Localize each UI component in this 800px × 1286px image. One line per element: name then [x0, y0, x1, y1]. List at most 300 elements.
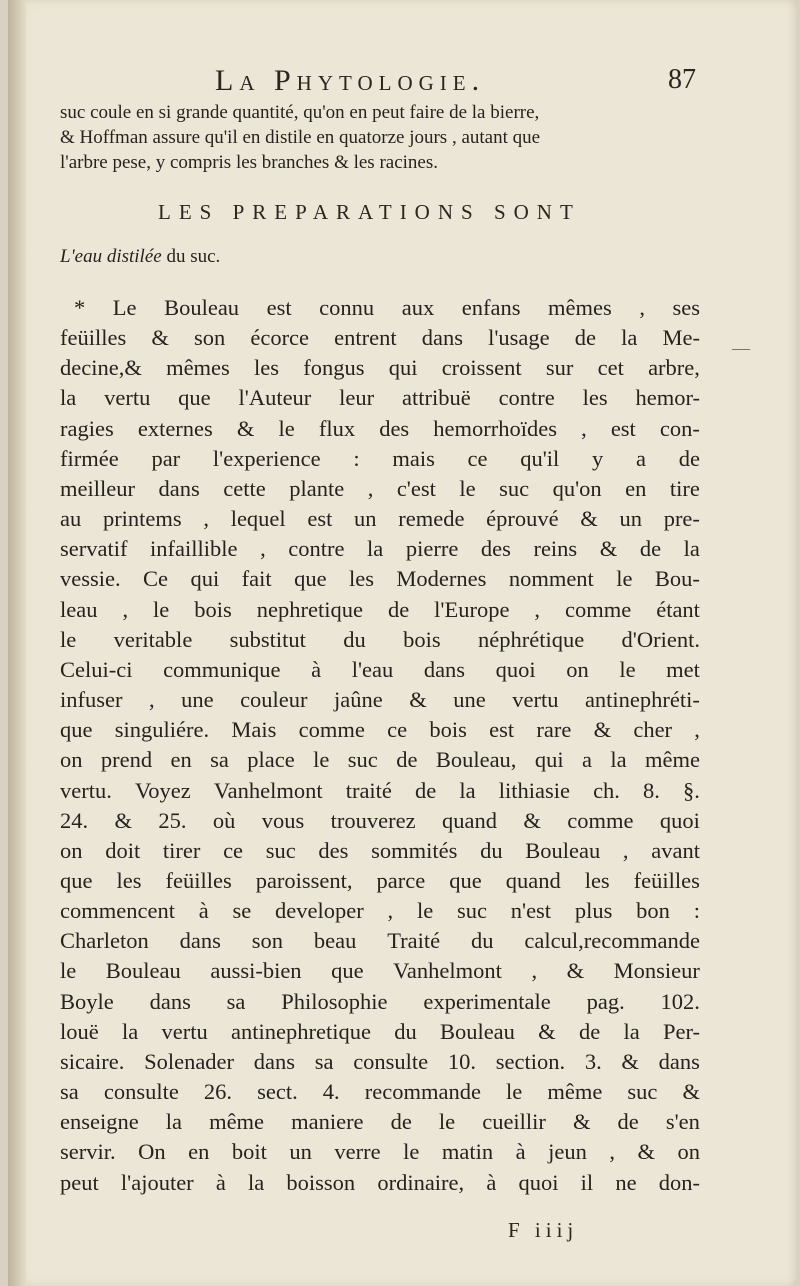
word: :	[693, 898, 700, 924]
page-header	[0, 64, 800, 104]
word: l'Europe	[434, 596, 510, 622]
word: met	[666, 656, 700, 682]
word: les	[116, 867, 142, 893]
word: à	[486, 1169, 497, 1195]
word: prend	[100, 747, 153, 773]
word: jeun	[548, 1139, 587, 1165]
text-line	[60, 926, 700, 956]
preparation-item	[60, 246, 220, 268]
word: qui	[534, 747, 564, 773]
word: ,	[122, 596, 129, 622]
word: l'usage	[488, 325, 550, 351]
text-line	[60, 896, 700, 926]
word: du	[471, 928, 494, 954]
word: Bouleau	[164, 295, 240, 320]
word: en	[170, 747, 192, 773]
running-title: La Phytologie.	[215, 64, 486, 97]
word: à	[215, 1169, 226, 1195]
word: matin	[441, 1139, 494, 1165]
word: éprouvé	[486, 506, 559, 532]
word: croissent	[441, 355, 522, 381]
word: paroissent,	[255, 867, 353, 893]
word: tire	[669, 475, 700, 501]
word: suc	[347, 747, 378, 773]
text-line	[60, 1107, 700, 1137]
text-line	[60, 564, 700, 594]
word: &	[523, 807, 541, 833]
word: cette	[223, 475, 266, 501]
word: recommande	[364, 1079, 481, 1105]
word: &	[151, 325, 169, 351]
word: On	[138, 1139, 166, 1165]
word: les	[348, 566, 374, 592]
word: 102.	[660, 988, 700, 1014]
word: section.	[495, 1048, 566, 1074]
word: suc	[499, 475, 530, 501]
word: y	[592, 445, 604, 471]
word: experimentale	[423, 988, 551, 1014]
word: externes	[137, 415, 213, 441]
word: lithiasie	[498, 777, 570, 803]
word: contre	[288, 536, 345, 562]
text-line	[60, 534, 700, 564]
word: qui	[190, 566, 220, 592]
word: de	[387, 596, 410, 622]
word: Bouleau	[105, 958, 181, 984]
word: meilleur	[60, 475, 135, 501]
word: rare	[536, 717, 572, 743]
word: un	[354, 506, 377, 532]
word: l'experience	[212, 445, 321, 471]
word: place	[247, 747, 295, 773]
word: comme	[565, 596, 632, 622]
word: cueillir	[482, 1109, 546, 1135]
word: à	[515, 1139, 526, 1165]
word: Modernes	[396, 566, 487, 592]
word: ordinaire,	[377, 1169, 465, 1195]
word: ragies	[60, 415, 114, 441]
text-line	[60, 1077, 700, 1107]
word: des	[318, 837, 349, 863]
word: par	[151, 445, 181, 471]
word: &	[538, 1018, 556, 1044]
word: &	[637, 1139, 655, 1165]
word: louë	[60, 1018, 99, 1044]
word: le	[60, 958, 77, 984]
word: leau	[60, 596, 98, 622]
word: l'Auteur	[238, 385, 312, 411]
word: c'est	[396, 475, 436, 501]
word: &	[599, 536, 618, 562]
word: avant	[651, 837, 700, 863]
word: dans	[253, 1048, 295, 1074]
word: sa	[226, 988, 246, 1014]
word: sommités	[371, 837, 458, 863]
word: ,	[148, 687, 155, 713]
word: veritable	[113, 626, 193, 652]
word: d'Orient.	[621, 626, 700, 652]
text-line	[60, 685, 700, 715]
word: feüilles	[60, 325, 127, 351]
word: de	[390, 1109, 412, 1135]
word: 25.	[158, 807, 187, 833]
word: plante	[289, 475, 345, 501]
word: Philosophie	[281, 988, 388, 1014]
word: des	[379, 415, 410, 441]
text-line	[60, 866, 700, 896]
word: Bou-	[654, 566, 700, 592]
word: que	[60, 867, 93, 893]
word: comme	[567, 807, 634, 833]
word: vertu	[161, 1018, 208, 1044]
word: il	[580, 1169, 594, 1195]
word: où	[212, 807, 236, 833]
word: dans	[423, 656, 466, 682]
text-line	[60, 745, 700, 775]
text-line	[60, 655, 700, 685]
word: vertu	[104, 385, 151, 411]
word: fait	[241, 566, 272, 592]
preparation-text: du suc.	[161, 246, 221, 267]
word: la	[165, 1109, 183, 1135]
word: en	[625, 475, 647, 501]
word: que	[449, 867, 482, 893]
word: mêmes	[548, 295, 612, 320]
word: 24.	[60, 807, 89, 833]
word: don-	[658, 1169, 700, 1195]
text-line	[60, 1017, 700, 1047]
word: ,	[694, 717, 700, 743]
word: doit	[105, 837, 141, 863]
word: infuser	[60, 687, 123, 713]
text-line	[60, 504, 700, 534]
word: des	[480, 536, 511, 562]
word: Me-	[662, 325, 700, 351]
word: Bouleau	[439, 1018, 515, 1044]
word: enfans	[461, 295, 521, 320]
text-line	[60, 625, 700, 655]
word: le	[403, 1139, 420, 1165]
word: Mais	[231, 717, 277, 743]
word: &	[409, 687, 427, 713]
word: ,	[387, 898, 394, 924]
word: mêmes	[166, 355, 230, 381]
word: même	[547, 1079, 603, 1105]
word: consulte	[353, 1048, 429, 1074]
word: de	[678, 445, 700, 471]
word: nomment	[508, 566, 594, 592]
word: bois	[429, 717, 467, 743]
word: servir.	[60, 1139, 116, 1165]
word: dans	[179, 928, 221, 954]
word: sur	[545, 355, 574, 381]
word: lequel	[230, 506, 286, 532]
word: le	[153, 596, 170, 622]
word: ,	[367, 475, 374, 501]
word: on	[60, 747, 83, 773]
word: §.	[683, 777, 700, 803]
text-line	[60, 474, 700, 504]
intro-paragraph	[60, 100, 700, 175]
word: ,	[622, 837, 629, 863]
word: le	[438, 1109, 456, 1135]
word: tirer	[162, 837, 201, 863]
word: en	[188, 1139, 210, 1165]
word: de	[396, 747, 418, 773]
word: nephretique	[256, 596, 363, 622]
word: arbre,	[648, 355, 700, 381]
word: &	[566, 958, 585, 984]
word: aux	[401, 295, 435, 320]
word: la	[621, 325, 638, 351]
word: bon	[636, 898, 670, 924]
word: du	[394, 1018, 417, 1044]
word: vessie.	[60, 566, 121, 592]
word: néphrétique	[477, 626, 585, 652]
word: singuliére.	[114, 717, 210, 743]
word: est	[489, 717, 515, 743]
word: pierre	[405, 536, 459, 562]
word: parce	[376, 867, 426, 893]
word: &	[580, 506, 598, 532]
word: comme	[298, 717, 365, 743]
word: s'en	[665, 1109, 700, 1135]
word: un	[289, 1139, 312, 1165]
word: à	[311, 656, 322, 682]
word: Boyle	[60, 988, 114, 1014]
text-line	[60, 383, 700, 413]
word: Per-	[662, 1018, 700, 1044]
word: le	[416, 898, 434, 924]
word: la	[610, 747, 627, 773]
word: que	[331, 958, 364, 984]
word: de	[639, 536, 662, 562]
word: sa	[210, 747, 229, 773]
word: servatif	[60, 536, 128, 562]
word: sa	[314, 1048, 334, 1074]
text-line: l'arbre pese, y compris les branches & les racines.	[60, 152, 439, 173]
word: pag.	[586, 988, 625, 1014]
word: Le	[112, 295, 137, 320]
word: même	[209, 1109, 265, 1135]
word: ,	[639, 295, 645, 320]
text-line	[60, 776, 700, 806]
word: pre-	[663, 506, 700, 532]
word: bois	[194, 596, 232, 622]
word: même	[645, 747, 700, 773]
word: &	[621, 1048, 639, 1074]
text-line	[60, 1168, 700, 1198]
word: dans	[421, 325, 463, 351]
word: quoi	[659, 807, 700, 833]
word: sa	[60, 1079, 79, 1105]
preparation-italic: L'eau distilée	[60, 246, 162, 267]
text-line	[60, 414, 700, 444]
word: écorce	[250, 325, 310, 351]
word: &	[114, 807, 133, 833]
word: que	[60, 717, 93, 743]
word: dans	[658, 1048, 700, 1074]
word: quoi	[495, 656, 536, 682]
word: traité	[345, 777, 392, 803]
word: connu	[319, 295, 375, 320]
word: trouverez	[330, 807, 416, 833]
word: enseigne	[60, 1109, 139, 1135]
word: que	[178, 385, 211, 411]
word: ,	[203, 506, 209, 532]
word: &	[572, 1109, 591, 1135]
word: on	[566, 656, 589, 682]
word: Vanhelmont	[213, 777, 323, 803]
word: feüilles	[633, 867, 700, 893]
word: étant	[656, 596, 700, 622]
word: qu'il	[520, 445, 560, 471]
word: ,	[534, 596, 541, 622]
word: sect.	[257, 1079, 298, 1105]
word: la	[623, 1018, 640, 1044]
word: maniere	[291, 1109, 364, 1135]
word: reins	[533, 536, 578, 562]
word: leur	[339, 385, 375, 411]
word: un	[619, 506, 642, 532]
word: cher	[633, 717, 673, 743]
word: la	[683, 536, 700, 562]
word: hemorrhoïdes	[433, 415, 557, 441]
word: boit	[231, 1139, 267, 1165]
word: suc	[627, 1079, 658, 1105]
word: developer	[275, 898, 364, 924]
word: la	[367, 536, 384, 562]
word: l'ajouter	[120, 1169, 194, 1195]
word: contre	[498, 385, 555, 411]
word: ses	[672, 295, 700, 320]
word: l'eau	[351, 656, 394, 682]
word: con-	[659, 415, 700, 441]
word: de	[617, 1109, 639, 1135]
word: Solenader	[144, 1048, 235, 1074]
text-line	[60, 444, 700, 474]
word: on	[677, 1139, 700, 1165]
word: qu'on	[552, 475, 602, 501]
word: a	[636, 445, 646, 471]
word: quoi	[518, 1169, 559, 1195]
word: son	[251, 928, 283, 954]
text-line	[60, 595, 700, 625]
word: quand	[505, 867, 561, 893]
word: infaillible	[150, 536, 238, 562]
word: sicaire.	[60, 1048, 125, 1074]
word: ch.	[593, 777, 620, 803]
word: boisson	[286, 1169, 356, 1195]
word: :	[353, 445, 360, 471]
word: communique	[163, 656, 281, 682]
word: antinephretique	[230, 1018, 371, 1044]
word: à	[198, 898, 209, 924]
word: flux	[318, 415, 356, 441]
word: vous	[261, 807, 305, 833]
text-line	[60, 987, 700, 1017]
word: les	[254, 355, 280, 381]
word: hemor-	[635, 385, 700, 411]
word: qui	[388, 355, 418, 381]
word: commencent	[60, 898, 175, 924]
word: 3.	[584, 1048, 602, 1074]
word: peut	[60, 1169, 99, 1195]
word: vertu	[512, 687, 559, 713]
word: dans	[149, 988, 191, 1014]
word: vertu.	[60, 777, 112, 803]
word: remede	[398, 506, 465, 532]
section-heading: LES PREPARATIONS SONT	[158, 200, 581, 224]
word: le	[616, 566, 633, 592]
word: une	[453, 687, 486, 713]
word: de	[574, 325, 596, 351]
word: Charleton	[60, 928, 149, 954]
word: son	[193, 325, 226, 351]
word: 4.	[322, 1079, 340, 1105]
main-paragraph	[60, 293, 700, 1198]
text-line	[60, 323, 700, 353]
text-line: suc coule en si grande quantité, qu'on en peut faire de la bierre,	[60, 102, 540, 123]
word: Monsieur	[613, 958, 700, 984]
word: jaûne	[334, 687, 383, 713]
text-line: & Hoffman assure qu'il en distile en quatorze jours , autant que	[60, 127, 541, 148]
word: Celui-ci	[60, 656, 133, 682]
word: la	[122, 1018, 139, 1044]
word: Bouleau,	[435, 747, 517, 773]
word: antinephréti-	[584, 687, 700, 713]
margin-dash-mark: —	[732, 338, 750, 358]
word: est	[610, 415, 636, 441]
word: ce	[387, 717, 408, 743]
word: fongus	[303, 355, 365, 381]
word: cet	[597, 355, 624, 381]
word: le	[60, 626, 77, 652]
word: &	[682, 1079, 700, 1105]
word: de	[415, 777, 437, 803]
word: ne	[615, 1169, 637, 1195]
word: les	[582, 385, 608, 411]
text-line	[60, 956, 700, 986]
word: est	[307, 506, 333, 532]
word: &	[236, 415, 255, 441]
word: 8.	[643, 777, 660, 803]
word: du	[343, 626, 366, 652]
word: consulte	[103, 1079, 179, 1105]
word: bois	[403, 626, 441, 652]
word: ,	[260, 536, 266, 562]
page-gutter-shadow	[8, 0, 26, 1286]
word: une	[181, 687, 214, 713]
word: quand	[441, 807, 497, 833]
word: substitut	[229, 626, 306, 652]
word: ,	[531, 958, 538, 984]
page-number: 87	[668, 64, 696, 95]
word: verre	[334, 1139, 381, 1165]
word: les	[584, 867, 610, 893]
word: que	[294, 566, 327, 592]
word: mais	[392, 445, 435, 471]
word: le	[506, 1079, 523, 1105]
word: Ce	[143, 566, 169, 592]
word: ,	[581, 415, 587, 441]
word: Vanhelmont	[393, 958, 502, 984]
word: se	[232, 898, 252, 924]
word: le	[459, 475, 476, 501]
word: firmée	[60, 445, 119, 471]
text-line	[60, 353, 700, 383]
word: le	[619, 656, 636, 682]
